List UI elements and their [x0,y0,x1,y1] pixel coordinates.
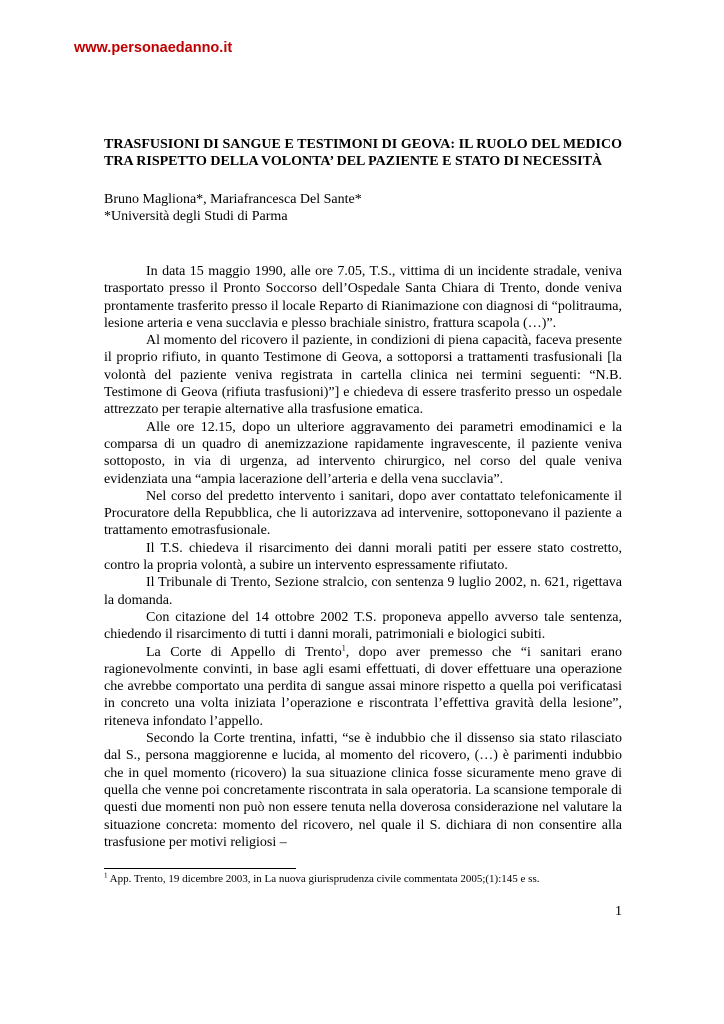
paragraph-corte-appello [104,644,622,730]
article [104,136,622,851]
footnote-marker: 1 [104,871,108,880]
paragraph: Al momento del ricovero il paziente, in condizioni di piena capacità, faceva presente il proprio rifiuto, in quanto Testimone di Geova, a sottoporsi a trattamenti trasfusionali [la volontà del paziente veniva registrata in cartella clinica nei termini seguenti: “N.B. Testimone di Geova (rifiuta trasfusioni)”] e chiedeva di essere trasferito presso un ospedale attrezzato per terapie alternative alla trasfusione ematica. [104,333,622,418]
paragraph: Nel corso del predetto intervento i sanitari, dopo aver contattato telefonicamente il Procuratore della Repubblica, che li autorizzava ad intervenire, sottoponevano il paziente a trattamento emotrasfusionale. [104,488,622,539]
page-number: 1 [615,904,622,919]
paragraph-text: La Corte di Appello di Trento [146,644,342,660]
affiliation: *Università degli Studi di Parma [104,209,288,224]
author-block [104,191,622,225]
site-url[interactable]: www.personaedanno.it [74,40,233,56]
footnote-text: App. Trento, 19 dicembre 2003, in La nuova giurisprudenza civile commentata 2005;(1):145 e ss. [107,873,540,885]
paragraph: Con citazione del 14 ottobre 2002 T.S. proponeva appello avverso tale sentenza, chiedendo il risarcimento di tutti i danni morali, patrimoniali e biologici subiti. [104,609,622,643]
article-title: TRASFUSIONI DI SANGUE E TESTIMONI DI GEOVA: IL RUOLO DEL MEDICO TRA RISPETTO DELLA VOLONTA’ DEL PAZIENTE E STATO DI NECESSITÀ [104,137,622,169]
footnote-reference[interactable]: 1 [341,642,346,652]
paragraph: Alle ore 12.15, dopo un ulteriore aggravamento dei parametri emodinamici e la comparsa di un quadro di anemizzazione rapidamente ingravescente, il paziente veniva sottoposto, in via di urgenza, ad intervento chirurgico, nel corso del quale veniva evidenziata una “ampia lacerazione dell’arteria e della vena succlavia”. [104,419,622,487]
footnote-separator [104,868,296,869]
article-body [104,263,622,851]
paragraph: Il Tribunale di Trento, Sezione stralcio, con sentenza 9 luglio 2002, n. 621, rigettava la domanda. [104,575,622,608]
paragraph-text: , dopo aver premesso che “i sanitari erano ragionevolmente convinti, in base agli esami effettuati, di dover effettuare una operazione che avrebbe comportato una perdita di sangue assai minore rispetto a quella poi verificatasi in concreto una volta iniziata l’operazione e riscontrata l’effettiva gravità della lesione”, riteneva infondato l’appello. [104,644,622,729]
paragraph: Secondo la Corte trentina, infatti, “se è indubbio che il dissenso sia stato rilasciato dal S., persona maggiorenne e lucida, al momento del ricovero, (…) è parimenti indubbio che in quel momento (ricovero) la sua situazione clinica fosse sicuramente meno grave di quella che venne poi concretamente riscontrata in sala operatoria. La scansione temporale di questi due momenti non può non essere tenuta nella doverosa considerazione nel valutare la situazione concreta: momento del ricovero, nel quale il S. dichiara di non consentire alla trasfusione per motivi religiosi – [104,731,622,850]
authors: Bruno Magliona*, Mariafrancesca Del Sante* [104,192,362,207]
footnote [104,873,622,886]
paragraph: Il T.S. chiedeva il risarcimento dei danni morali patiti per essere stato costretto, contro la propria volontà, a subire un intervento espressamente rifiutato. [104,540,622,574]
paragraph: In data 15 maggio 1990, alle ore 7.05, T.S., vittima di un incidente stradale, veniva trasportato presso il Pronto Soccorso dell’Ospedale Santa Chiara di Trento, donde veniva prontamente trasferito presso il locale Reparto di Rianimazione con diagnosi di “politrauma, lesione arteria e vena succlavia e plesso brachiale sinistro, frattura scapola (…)”. [104,264,622,331]
